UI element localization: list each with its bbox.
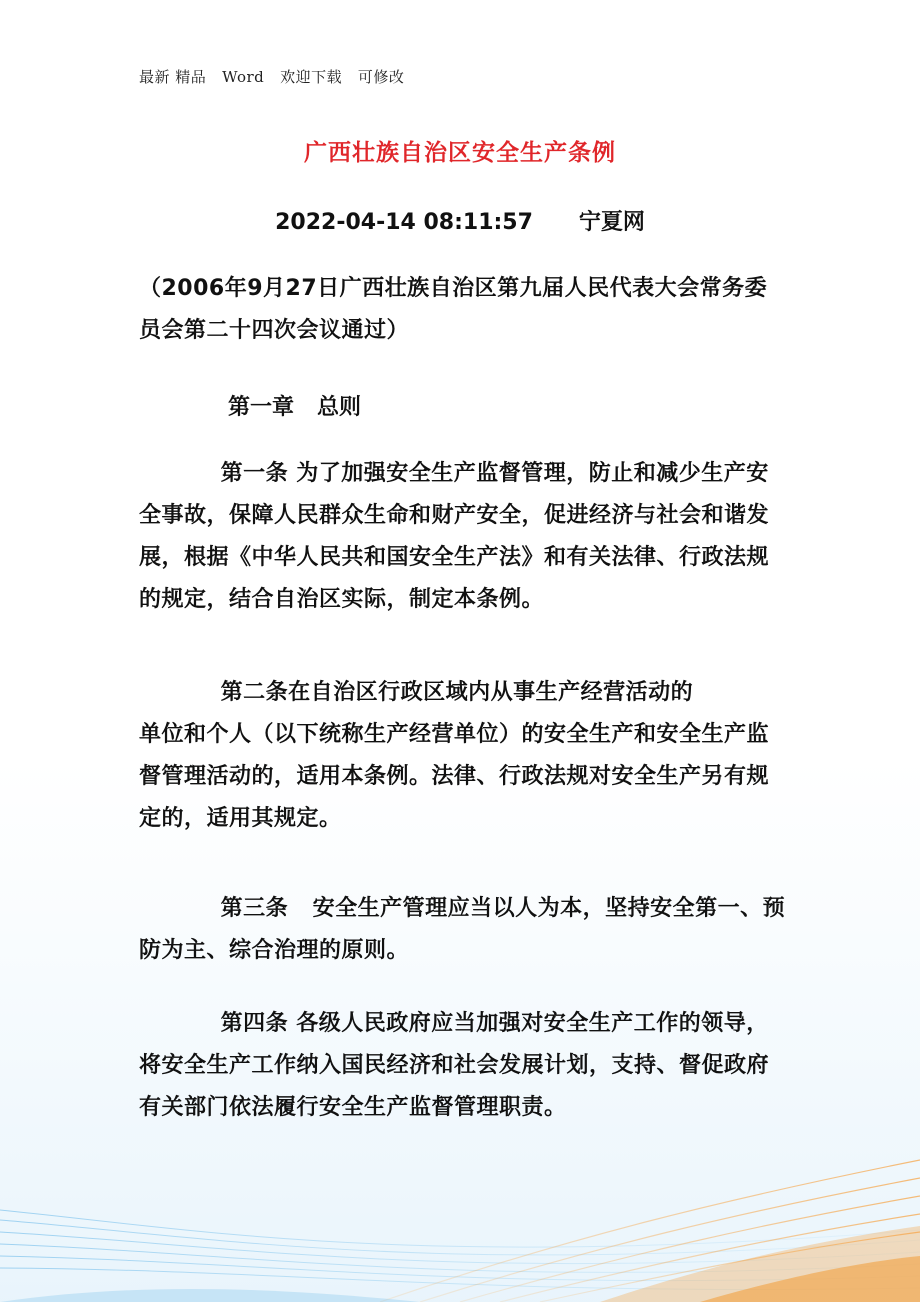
publish-datetime: 2022-04-14 08:11:57: [275, 210, 533, 235]
intro-paragraph: （2006年9月27日广西壮族自治区第九届人民代表大会常务委员会第二十四次会议通过）: [139, 276, 768, 343]
article-1: 第一条 为了加强安全生产监督管理，防止和减少生产安全事故，保障人民群众生命和财产安全，促进经济与社会和谐发展，根据《中华人民共和国安全生产法》和有关法律、行政法规的规定，结合自治区实际，制定本条例。: [139, 461, 770, 612]
document-title: 广西壮族自治区安全生产条例: [304, 140, 616, 166]
publish-source: 宁夏网: [578, 210, 645, 235]
publish-meta: [0, 205, 920, 236]
article-4: 第四条 各级人民政府应当加强对安全生产工作的领导，将安全生产工作纳入国民经济和社会发展计划，支持、督促政府有关部门依法履行安全生产监督管理职责。: [139, 1011, 770, 1120]
header-note: 最新 精品 Word 欢迎下载 可修改: [139, 68, 405, 86]
article-2: 第二条在自治区行政区域内从事生产经营活动的 单位和个人（以下统称生产经营单位）的安全生产和安全生产监督管理活动的，适用本条例。法律、行政法规对安全生产另有规定的，适用其规定。: [139, 680, 770, 831]
chapter-heading: 第一章 总则: [228, 395, 361, 420]
article-3: 第三条 安全生产管理应当以人为本，坚持安全第一、预防为主、综合治理的原则。: [139, 896, 786, 963]
